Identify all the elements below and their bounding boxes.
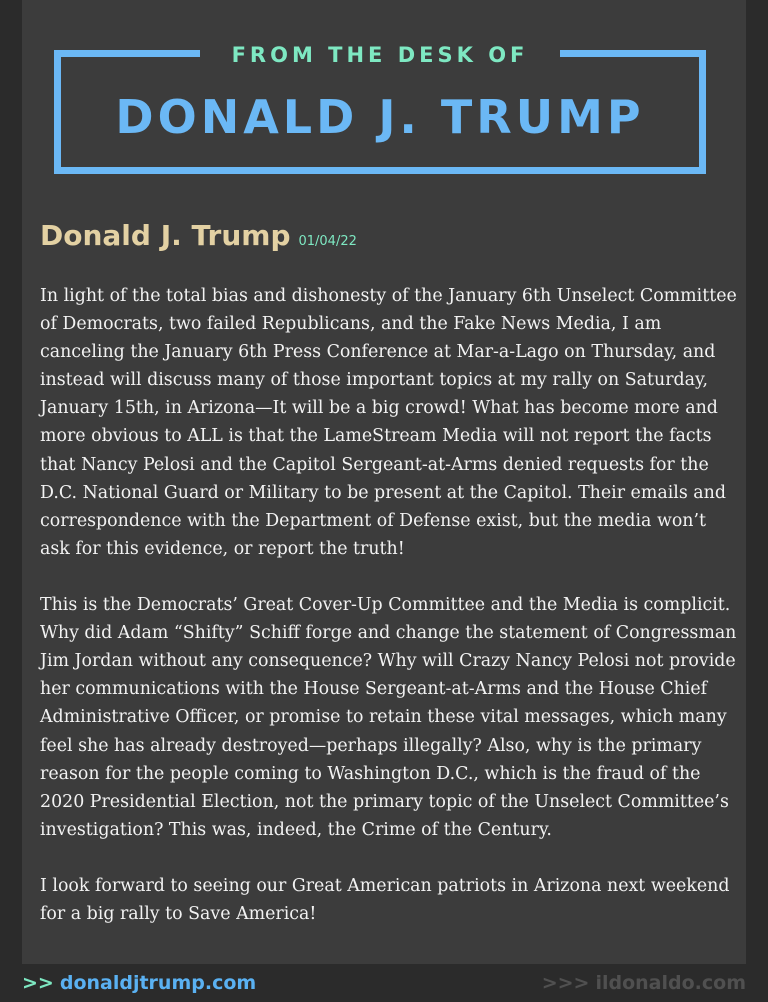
footer-arrows-icon: >>	[22, 972, 54, 994]
post-date: 01/04/22	[298, 234, 357, 249]
post-body	[40, 282, 740, 956]
post-header	[40, 214, 357, 258]
footer-watermark-arrows-icon: >>>	[541, 972, 590, 994]
post-author: Donald J. Trump	[40, 219, 291, 252]
header-subtitle: FROM THE DESK OF	[231, 43, 529, 67]
post-paragraph-1: In light of the total bias and dishonesty of the January 6th Unselect Committee of Democrats, two failed Republicans, and the Fake News Media, I am canceling the January 6th Press Conference at Mar-a-Lago on Thursday, and instead will discuss many of those important topics at my rally on Saturday, January 15th, in Arizona—It will be a big crowd! What has become more and more obvious to ALL is that the LameStream Media will not report the facts that Nancy Pelosi and the Capitol Sergeant-at-Arms denied requests for the D.C. National Guard or Military to be present at the Capitol. Their emails and correspondence with the Department of Defense exist, but the media won’t ask for this evidence, or report the truth!	[40, 286, 737, 559]
footer-watermark-text: ildonaldo.com	[595, 972, 746, 994]
footer-watermark	[542, 966, 746, 1000]
post-paragraph-3: I look forward to seeing our Great American patriots in Arizona next weekend for a big rally to Save America!	[40, 875, 730, 925]
header-title: DONALD J. TRUMP	[115, 90, 645, 144]
header-frame-top-right	[560, 50, 706, 57]
post-paragraph-2: This is the Democrats’ Great Cover-Up Committee and the Media is complicit. Why did Adam “Shifty” Schiff forge and change the statement of Congressman Jim Jordan without any consequence? Why will Crazy Nancy Pelosi not provide her communications with the House Sergeant-at-Arms and the House Chief Administrative Officer, or promise to retain these vital messages, which many feel she has already destroyed—perhaps illegally? Also, why is the primary reason for the people coming to Washington D.C., which is the fraud of the 2020 Presidential Election, not the primary topic of the Unselect Committee’s investigation? This was, indeed, the Crime of the Century.	[40, 595, 737, 840]
footer-site-link-text[interactable]: donaldjtrump.com	[59, 972, 257, 994]
header-frame-top-left	[54, 50, 200, 57]
footer-site-link[interactable]	[22, 966, 256, 1000]
